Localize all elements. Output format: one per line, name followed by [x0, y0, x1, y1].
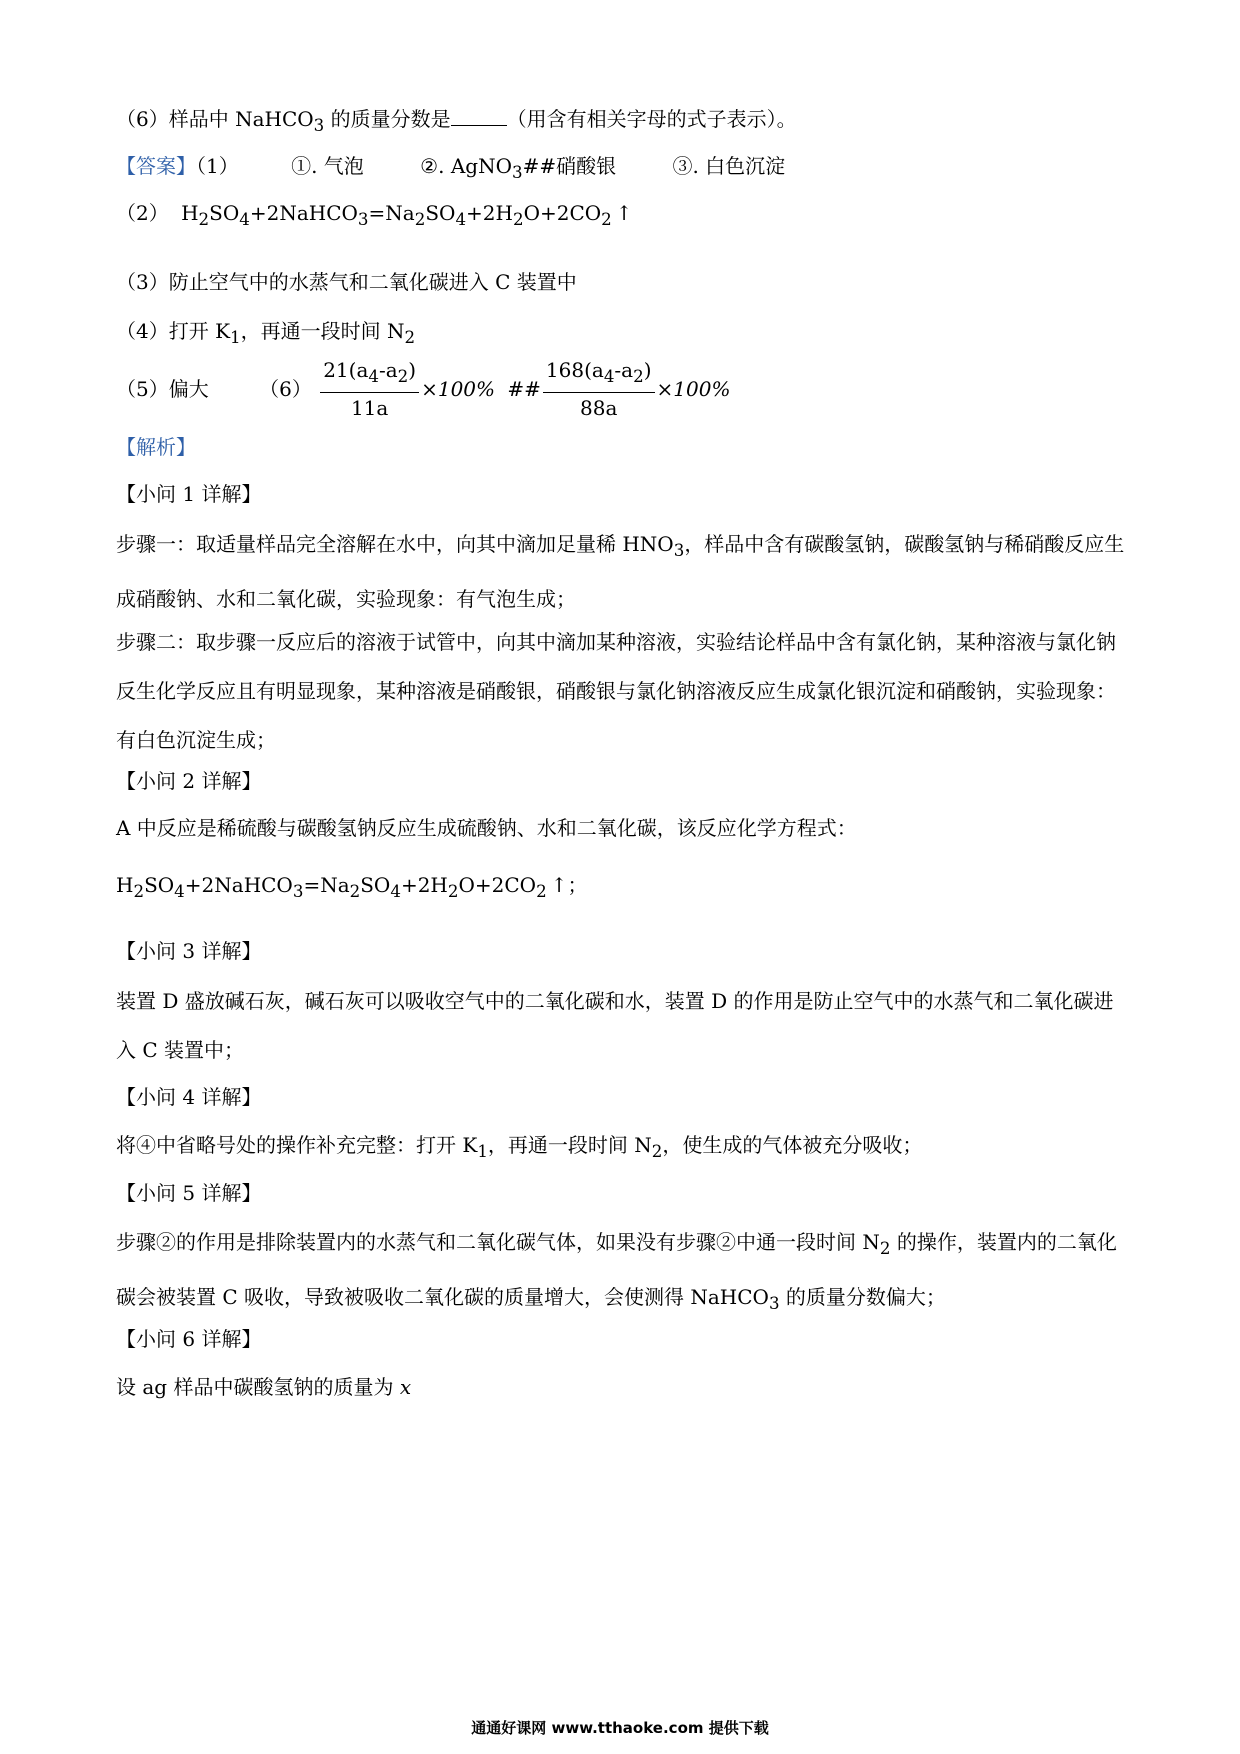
answer-1-option-2-alt: ##硝酸银 — [522, 154, 617, 178]
f2-num-a: 168(a — [545, 358, 604, 382]
equation-tail: ； — [567, 873, 588, 897]
analysis-label: 【解析】 — [116, 435, 196, 459]
answer-4-text: （4）打开 K — [116, 319, 231, 343]
step-1-text-b: ，样品中含有碳酸氢钠，碳酸氢钠与稀硝酸反应生成硝酸钠、水和二氧化碳，实验现象：有气泡生成； — [116, 532, 1125, 611]
eq-co-sub: 2 — [601, 210, 612, 229]
sub-question-5-title: 【小问 5 详解】 — [116, 1181, 262, 1205]
answer-1-option-2 — [420, 154, 617, 182]
f1-num-b: -a — [378, 358, 398, 382]
sub-question-6-title: 【小问 6 详解】 — [116, 1327, 262, 1351]
page-footer: 通通好课网 www.tthaoke.com 提供下载 — [471, 1719, 769, 1737]
eq2-so2-sub: 4 — [390, 882, 401, 901]
eq2-nahco: +2NaHCO — [184, 873, 293, 897]
chemical-equation — [181, 201, 633, 229]
gas-arrow-icon: ↑ — [550, 873, 568, 897]
eq-so: SO — [209, 201, 240, 225]
alt-separator: ## — [507, 377, 541, 401]
fraction-1 — [320, 357, 419, 421]
f1-num-c: ) — [408, 358, 417, 382]
sub-question-1-step-1 — [116, 520, 1126, 624]
eq2-na-sub: 2 — [349, 882, 361, 901]
eq-na: =Na — [368, 201, 415, 225]
eq2-h: H — [116, 873, 134, 897]
sub-question-1-step-2: 步骤二：取步骤一反应后的溶液于试管中，向其中滴加某种溶液，实验结论样品中含有氯化钠，某种溶液与氯化钠反生化学反应且有明显现象，某种溶液是硝酸银，硝酸银与氯化钠溶液反应生成氯化银沉淀和硝酸钠，实验现象：有白色沉淀生成； — [116, 630, 1116, 752]
answer-4-sub2: 2 — [404, 328, 416, 347]
f2-num-b: -a — [614, 358, 634, 382]
eq2-h2o: +2H — [400, 873, 448, 897]
f1-num-s1: 4 — [368, 367, 379, 386]
variable-x: x — [399, 1375, 412, 1399]
eq2-so2: SO — [360, 873, 391, 897]
gas-arrow-icon: ↑ — [615, 201, 633, 225]
sub4-sub1: 1 — [477, 1142, 488, 1161]
answer-5-text: （5）偏大 — [116, 377, 209, 401]
eq-h2o-sub: 2 — [512, 210, 524, 229]
step-1-subscript: 3 — [673, 541, 685, 560]
eq2-so: SO — [144, 873, 175, 897]
eq-na-sub: 2 — [414, 210, 426, 229]
answer-label: 【答案】 — [116, 154, 196, 178]
question-6-line — [116, 104, 797, 141]
answer-4-text-b: ，再通一段时间 N — [240, 319, 405, 343]
eq-so-sub: 4 — [239, 210, 250, 229]
sub4-sub2: 2 — [651, 1142, 663, 1161]
step-1-text: 步骤一：取适量样品完全溶解在水中，向其中滴加足量稀 HNO — [116, 532, 674, 556]
times-100-percent-2: ×100% — [656, 377, 731, 401]
answer-5-6-line — [116, 357, 730, 421]
f2-num-s2: 2 — [633, 367, 644, 386]
eq2-co: O+2CO — [458, 873, 537, 897]
sub5-text-c: 的质量分数偏大； — [779, 1285, 946, 1309]
eq-nahco-sub: 3 — [357, 210, 369, 229]
sub5-text-a: 步骤②的作用是排除装置内的水蒸气和二氧化碳气体，如果没有步骤②中通一段时间 N — [116, 1230, 880, 1254]
sub-question-2-text: A 中反应是稀硫酸与碳酸氢钠反应生成硫酸钠、水和二氧化碳，该反应化学方程式： — [116, 816, 857, 840]
answer-3-line: （3）防止空气中的水蒸气和二氧化碳进入 C 装置中 — [116, 270, 577, 294]
f2-num-s1: 4 — [603, 367, 615, 386]
answer-1-line — [116, 151, 785, 188]
eq-nahco: +2NaHCO — [249, 201, 358, 225]
fraction-2 — [543, 357, 655, 421]
f1-num-a: 21(a — [323, 358, 369, 382]
q6-text-c: （用含有相关字母的式子表示）。 — [506, 107, 797, 131]
sub5-text-b: 的操作，装置内的二氧化碳会被装置 C 吸收，导致被吸收二氧化碳的质量增大，会使测得 NaHCO — [116, 1230, 1117, 1309]
answer-1-number: （1） — [196, 154, 239, 178]
eq-co: O+2CO — [523, 201, 602, 225]
answer-4-sub1: 1 — [230, 328, 241, 347]
sub-question-3-title: 【小问 3 详解】 — [116, 939, 262, 963]
sub4-text-c: ，使生成的气体被充分吸收； — [662, 1133, 923, 1157]
times-100-percent-1: ×100% — [421, 377, 496, 401]
sub5-sub2: 3 — [768, 1294, 780, 1313]
sub-question-6-text — [116, 1372, 411, 1402]
eq2-h2o-sub: 2 — [447, 882, 459, 901]
eq-h-sub: 2 — [198, 210, 210, 229]
eq2-so-sub: 4 — [174, 882, 185, 901]
sub-question-4-title: 【小问 4 详解】 — [116, 1085, 262, 1109]
eq2-nahco-sub: 3 — [292, 882, 304, 901]
answer-2-number: （2） — [116, 201, 169, 225]
answer-blank — [451, 105, 507, 126]
eq-so2-sub: 4 — [455, 210, 467, 229]
eq-so2: SO — [425, 201, 456, 225]
eq2-co-sub: 2 — [536, 882, 547, 901]
sub-question-1-title: 【小问 1 详解】 — [116, 482, 262, 506]
fraction-2-denominator: 88a — [580, 396, 618, 420]
eq-h: H — [181, 201, 199, 225]
sub4-text-a: 将④中省略号处的操作补充完整：打开 K — [116, 1133, 478, 1157]
sub6-text: 设 ag 样品中碳酸氢钠的质量为 — [116, 1375, 400, 1399]
answer-1-option-2-subscript: 3 — [511, 163, 523, 182]
fraction-1-numerator — [320, 357, 419, 393]
answer-4-line — [116, 316, 415, 353]
q6-subscript: 3 — [313, 116, 325, 135]
eq-h2o: +2H — [466, 201, 513, 225]
answer-1-option-3: ③. 白色沉淀 — [672, 154, 786, 178]
f2-num-c: ) — [643, 358, 652, 382]
sub-question-5-text — [116, 1218, 1126, 1328]
sub-question-4-text — [116, 1130, 922, 1167]
answer-1-option-2-text: ②. AgNO — [420, 154, 512, 178]
sub5-sub1: 2 — [879, 1239, 891, 1258]
fraction-2-numerator — [543, 357, 655, 393]
fraction-1-denominator: 11a — [350, 396, 389, 420]
sub-question-2-title: 【小问 2 详解】 — [116, 769, 262, 793]
sub4-text-b: ，再通一段时间 N — [487, 1133, 652, 1157]
sub-question-3-text: 装置 D 盛放碱石灰，碱石灰可以吸收空气中的二氧化碳和水，装置 D 的作用是防止空气中的水蒸气和二氧化碳进入 C 装置中； — [116, 989, 1114, 1062]
q6-text-b: 的质量分数是 — [324, 107, 451, 131]
answer-1-option-1: ①. 气泡 — [291, 154, 364, 178]
sub-question-2-equation — [116, 870, 587, 907]
answer-6-label: （6） — [259, 377, 312, 401]
eq2-na: =Na — [303, 873, 350, 897]
answer-2-line — [116, 198, 633, 235]
q6-text: （6）样品中 NaHCO — [116, 107, 314, 131]
f1-num-s2: 2 — [397, 367, 409, 386]
eq2-h-sub: 2 — [133, 882, 145, 901]
